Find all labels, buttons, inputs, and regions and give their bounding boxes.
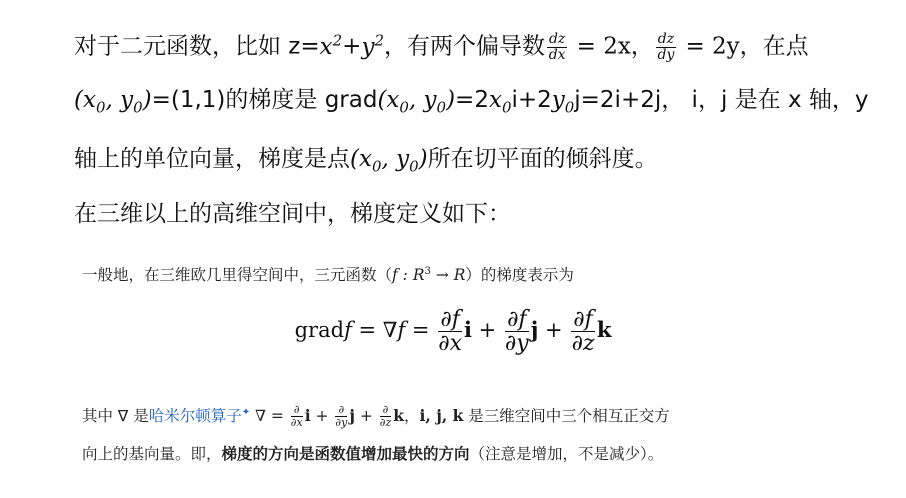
text: ∇ = <box>250 407 289 425</box>
text: =2 <box>455 87 489 113</box>
fraction-dz-dx: $\frac{dz}{dx}$ <box>548 30 566 63</box>
hamilton-operator-link[interactable]: 哈米尔顿算子 <box>148 407 242 425</box>
fraction-df-dx: $\frac{\partial f}{\partial x}$ <box>438 307 462 357</box>
math-point: ($x_0$, $y_0$) <box>74 87 152 117</box>
bold-statement: 梯度的方向是函数值增加最快的方向 <box>221 445 470 463</box>
text: （注意是增加，不是减少）。 <box>469 445 664 463</box>
text-line-3 <box>74 141 658 185</box>
fraction-df-dy: $\frac{\partial f}{\partial y}$ <box>504 307 529 357</box>
intro-line <box>82 263 574 285</box>
gradient-equation: gradf = ∇f = $\frac{\partial f}{\partial x}$ i + $\frac{\partial f}{\partial y}$ j + $\frac{\partial f}{\partial z}$ k <box>294 307 612 357</box>
where-line: 其中 ∇ 是哈米尔顿算子✦ ∇ = $\frac{\partial}{\partial x}$ i + $\frac{\partial}{\partial y}$ j + $\frac{\partial}{\partial z}$ k，i, j, k 是三维空间中三个相互正交方 <box>82 403 670 429</box>
math-point: ($x_0$, $y_0$) <box>350 146 428 176</box>
math-x2: $x^2$ <box>319 31 343 60</box>
text: 轴上的单位向量，梯度是点 <box>74 146 350 172</box>
text-line-2 <box>74 82 869 126</box>
math-mapping: f : $R^3 \to R$ <box>392 265 466 284</box>
link-star-icon: ✦ <box>241 406 251 418</box>
text: =(1,1)的梯度是 grad <box>151 87 378 113</box>
text: 其中 ∇ 是 <box>82 407 149 425</box>
text-line-1: 对于二元函数，比如 $z=x^2+y^2$，有两个偏导数 $\frac{dz}{dx}$ = 2x， $\frac{dz}{dy}$ = 2y，在点 <box>74 30 809 63</box>
math-y0: $y_0$ <box>551 87 575 117</box>
text: = 2y，在点 <box>678 33 809 60</box>
last-line <box>82 442 663 464</box>
fraction-df-dz: $\frac{\partial f}{\partial z}$ <box>571 307 595 357</box>
math-y2: $y^2$ <box>361 31 384 60</box>
fraction-dz-dy: $\frac{dz}{dy}$ <box>657 30 675 63</box>
fraction-d-dz: $\frac{\partial}{\partial z}$ <box>379 403 392 429</box>
text: 一般地，在三维欧几里得空间中，三元函数（ <box>82 266 393 284</box>
text: = 2x， <box>569 33 654 60</box>
fraction-d-dx: $\frac{\partial}{\partial x}$ <box>290 403 303 429</box>
basis-vectors: i, j, k <box>419 406 464 425</box>
text: 所在切平面的倾斜度。 <box>427 146 658 172</box>
text-line-4: 在三维以上的高维空间中，梯度定义如下： <box>74 201 511 227</box>
text: 是三维空间中三个相互正交方 <box>463 407 670 425</box>
text: j=2i+2j， i，j 是在 x 轴，y <box>574 87 869 113</box>
text: i+2 <box>511 87 552 113</box>
fraction-d-dy: $\frac{\partial}{\partial y}$ <box>335 403 348 429</box>
text: ）的梯度表示为 <box>465 266 574 284</box>
text: ，有两个偏导数 <box>383 33 545 60</box>
math-point: ($x_0$, $y_0$) <box>377 87 456 117</box>
math-x0: $x_0$ <box>488 87 512 117</box>
text: 向上的基向量。即， <box>82 445 222 463</box>
text: 对于二元函数，比如 z= <box>74 33 320 60</box>
